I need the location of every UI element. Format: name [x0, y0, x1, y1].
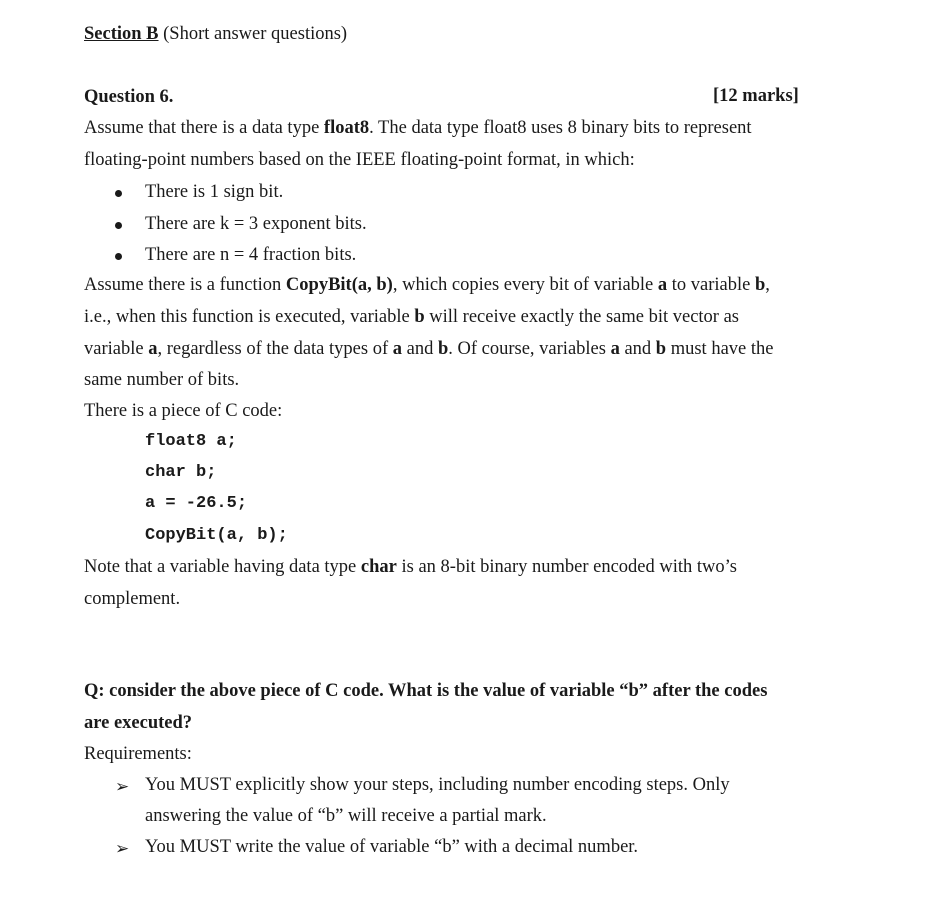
copybit-line-3 [84, 339, 773, 360]
intro-text: Assume that there is a data type [84, 118, 324, 138]
code-line: float8 a; [145, 432, 237, 451]
text: will receive exactly the same bit vector as [424, 307, 739, 327]
question-marks: [12 marks] [713, 86, 799, 106]
question-title: Question 6. [84, 87, 174, 107]
intro-text: . The data type float8 uses 8 binary bits to represent [369, 118, 752, 138]
note-line-2: complement. [84, 589, 181, 609]
float8-term: float8 [323, 118, 370, 138]
bullet-item: There are k = 3 exponent bits. [145, 214, 367, 234]
text: Assume there is a function [84, 275, 286, 295]
requirement-item-continued: answering the value of “b” will receive a partial mark. [145, 806, 547, 826]
code-line: char b; [145, 463, 217, 482]
bullet-icon [115, 222, 122, 229]
question-prompt-line-2: are executed? [84, 713, 193, 733]
requirement-item: You MUST write the value of variable “b” with a decimal number. [145, 837, 639, 857]
var-b: b [655, 339, 667, 359]
intro-line-1 [84, 118, 752, 139]
var-b: b [437, 339, 449, 359]
var-a: a [148, 339, 158, 359]
text: , [765, 275, 770, 295]
var-a: a [610, 339, 620, 359]
code-intro: There is a piece of C code: [84, 401, 283, 421]
var-b: b [755, 275, 766, 295]
arrow-bullet-icon: ➢ [115, 839, 130, 859]
text: . Of course, variables [448, 339, 611, 359]
copybit-term: CopyBit(a, b) [285, 275, 393, 295]
copybit-line-1 [84, 275, 770, 296]
intro-line-2: floating-point numbers based on the IEEE floating-point format, in which: [84, 150, 635, 170]
text: i.e., when this function is executed, variable [84, 307, 415, 327]
text: and [401, 339, 438, 359]
text: Note that a variable having data type [84, 557, 361, 577]
text: to variable [667, 275, 755, 295]
copybit-line-4: same number of bits. [84, 370, 240, 390]
text: , regardless of the data types of [157, 339, 393, 359]
text: variable [84, 339, 149, 359]
bullet-item: There is 1 sign bit. [145, 182, 284, 202]
var-a: a [657, 275, 668, 295]
requirements-label: Requirements: [84, 744, 192, 764]
var-a: a [392, 339, 402, 359]
text: must have the [666, 339, 774, 359]
note-line-1 [84, 557, 737, 578]
code-line: CopyBit(a, b); [145, 526, 288, 545]
text: and [619, 339, 656, 359]
bullet-icon [115, 190, 122, 197]
section-label: Section B [84, 24, 159, 44]
section-subtitle: (Short answer questions) [163, 24, 348, 44]
text: is an 8-bit binary number encoded with two’s [396, 557, 737, 577]
question-prompt-line-1: Q: consider the above piece of C code. What is the value of variable “b” after the codes [84, 681, 768, 701]
code-line: a = -26.5; [145, 494, 248, 513]
requirement-item: You MUST explicitly show your steps, including number encoding steps. Only [145, 775, 730, 795]
arrow-bullet-icon: ➢ [115, 777, 130, 797]
bullet-item: There are n = 4 fraction bits. [145, 245, 357, 265]
section-header [84, 24, 347, 45]
bullet-icon [115, 253, 122, 260]
char-term: char [360, 557, 397, 577]
var-b: b [414, 307, 425, 327]
text: , which copies every bit of variable [392, 275, 658, 295]
copybit-line-2 [84, 307, 739, 328]
